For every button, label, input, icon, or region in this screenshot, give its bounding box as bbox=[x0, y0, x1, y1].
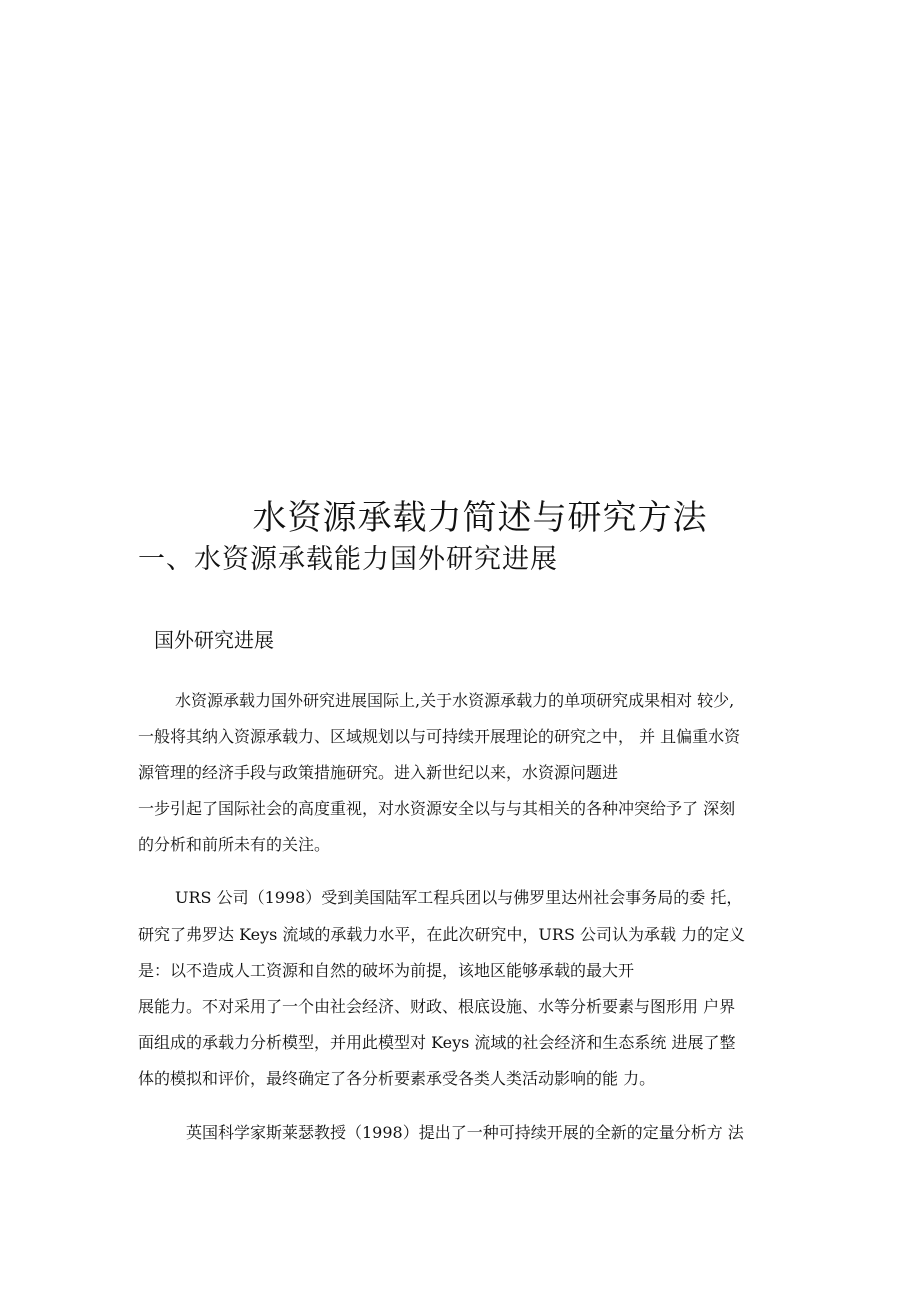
subsection-heading: 国外研究进展 bbox=[154, 628, 274, 652]
paragraph-2-line-5: 面组成的承载力分析模型，并用此模型对 Keys 流域的社会经济和生态系统 进展了整 bbox=[138, 1033, 736, 1052]
paragraph-2-line-1: URS 公司（1998）受到美国陆军工程兵团以与佛罗里达州社会事务局的委 托， bbox=[175, 888, 743, 907]
paragraph-1-line-4: 一步引起了国际社会的高度重视，对水资源安全以与与其相关的各种冲突给予了 深刻 bbox=[138, 799, 736, 818]
paragraph-2-line-3: 是：以不造成人工资源和自然的破坏为前提，该地区能够承载的最大开 bbox=[138, 961, 635, 980]
document-title: 水资源承载力简述与研究方法 bbox=[252, 498, 708, 538]
section-heading: 一、水资源承载能力国外研究进展 bbox=[138, 544, 558, 575]
paragraph-1-line-2: 一般将其纳入资源承载力、区域规划以与可持续开展理论的研究之中， 并 且偏重水资 bbox=[138, 727, 741, 746]
paragraph-1-line-1: 水资源承载力国外研究进展国际上,关于水资源承载力的单项研究成果相对 较少, bbox=[175, 691, 735, 710]
paragraph-2-line-2: 研究了弗罗达 Keys 流域的承载力水平，在此次研究中，URS 公司认为承载 力的定义 bbox=[138, 925, 746, 944]
paragraph-3-line-1: 英国科学家斯莱瑟教授（1998）提出了一种可持续开展的全新的定量分析方 法 bbox=[186, 1123, 744, 1142]
paragraph-1-line-5: 的分析和前所未有的关注。 bbox=[138, 835, 331, 854]
paragraph-1-line-3: 源管理的经济手段与政策措施研究。进入新世纪以来，水资源问题进 bbox=[138, 763, 619, 782]
paragraph-2-line-6: 体的模拟和评价，最终确定了各分析要素承受各类人类活动影响的能 力。 bbox=[138, 1069, 656, 1088]
paragraph-2-line-4: 展能力。不对采用了一个由社会经济、财政、根底设施、水等分析要素与图形用 户界 bbox=[138, 997, 736, 1016]
